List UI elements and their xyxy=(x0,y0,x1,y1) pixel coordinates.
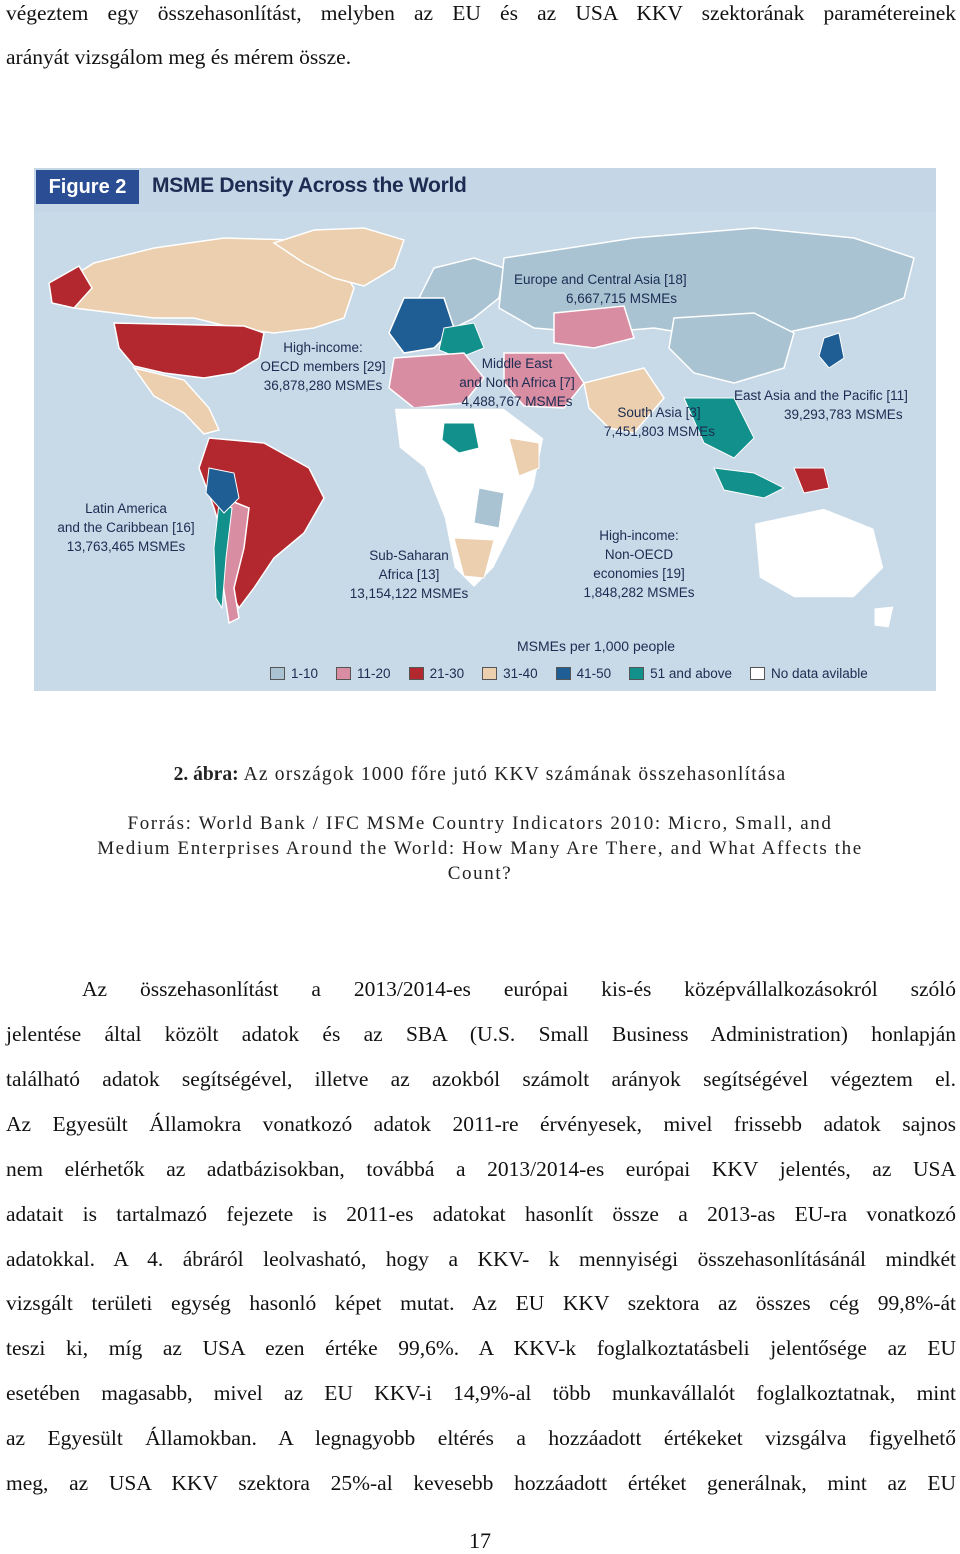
figure-caption xyxy=(0,764,960,786)
legend-item: 41-50 xyxy=(556,666,612,681)
body-line: adatait is tartalmazó fejezete is 2011-es adatokat hasonlít össze a 2013-as EU-ra vonatkozó xyxy=(6,1202,956,1226)
body-line: teszi ki, míg az USA ezen értéke 99,6%. A KKV-k foglalkoztatásbeli jelentősége az EU xyxy=(6,1336,956,1360)
legend-swatch xyxy=(336,667,351,680)
legend-title: MSMEs per 1,000 people xyxy=(517,638,675,654)
legend-swatch xyxy=(556,667,571,680)
source-line: Count? xyxy=(447,863,513,884)
body-line: jelentése által közölt adatok és az SBA (U.S. Small Business Administration) honlapján xyxy=(6,1022,956,1046)
caption-label: 2. ábra: xyxy=(173,764,239,785)
msme-density-map-figure xyxy=(34,168,936,691)
legend-item: 21-30 xyxy=(409,666,465,681)
body-line: adatokkal. A 4. ábráról leolvasható, hogy a KKV- k mennyiségi összehasonlításánál mindkét xyxy=(6,1247,956,1271)
caption-text: Az országok 1000 főre jutó KKV számának összehasonlítása xyxy=(238,764,787,785)
text-line: végeztem egy összehasonlítást, melyben az EU és az USA KKV szektorának paramétereinek xyxy=(6,1,956,25)
body-line: Az összehasonlítást a 2013/2014-es európai kis-és középvállalkozásokról szóló xyxy=(82,977,956,1001)
legend-swatch xyxy=(750,667,765,680)
legend-swatch xyxy=(270,667,285,680)
region-label-non-oecd: High-income: Non-OECD economies [19] 1,848,282 MSMEs xyxy=(583,528,695,600)
body-line: esetében magasabb, mivel az EU KKV-i 14,9%-al több munkavállalót foglalkoztatnak, mint xyxy=(6,1381,956,1405)
source-line: Forrás: World Bank / IFC MSMe Country Indicators 2010: Micro, Small, and xyxy=(127,813,833,834)
legend-item: 11-20 xyxy=(336,666,391,681)
figure-title: MSME Density Across the World xyxy=(152,174,467,197)
body-line: az Egyesült Államokban. A legnagyobb eltérés a hozzáadott értékeket vizsgálva figyelhető xyxy=(6,1426,956,1450)
body-line: meg, az USA KKV szektora 25%-al kevesebb hozzáadott értéket generálnak, mint az EU xyxy=(6,1471,956,1495)
body-line: található adatok segítségével, illetve az azokból számolt arányok segítségével végeztem el. xyxy=(6,1067,956,1091)
page-number: 17 xyxy=(469,1528,491,1553)
legend-swatch xyxy=(482,667,497,680)
text-line: arányát vizsgálom meg és mérem össze. xyxy=(6,45,352,69)
legend-item: 31-40 xyxy=(482,666,538,681)
legend xyxy=(270,664,886,682)
body-line: vizsgált területi egység hasonló képet mutat. Az EU KKV szektora az összes cég 99,8%-át xyxy=(6,1291,956,1315)
region-label-south-asia: South Asia [3] 7,451,803 MSMEs xyxy=(604,405,716,439)
legend-item: No data avilable xyxy=(750,666,868,681)
body-line: nem elérhetők az adatbázisokban, továbbá a 2013/2014-es európai KKV jelentés, az USA xyxy=(6,1157,956,1181)
region-label-europe-central-asia: Europe and Central Asia [18] 6,667,715 MSMEs xyxy=(514,272,687,306)
source-line: Medium Enterprises Around the World: How Many Are There, and What Affects the xyxy=(97,838,863,859)
body-line: Az Egyesült Államokra vonatkozó adatok 2011-re érvényesek, mivel frissebb adatok sajnos xyxy=(6,1112,956,1136)
legend-swatch xyxy=(409,667,424,680)
legend-item: 51 and above xyxy=(629,666,732,681)
region-label-oecd: High-income: OECD members [29] 36,878,280 MSMEs xyxy=(260,340,386,393)
region-label-mena: Middle East and North Africa [7] 4,488,767 MSMEs xyxy=(459,356,575,409)
region-label-sub-saharan-africa: Sub-Saharan Africa [13] 13,154,122 MSMEs xyxy=(349,548,469,601)
region-label-latin-america: Latin America and the Caribbean [16] 13,763,465 MSMEs xyxy=(57,501,195,554)
legend-item: 1-10 xyxy=(270,666,318,681)
figure-tag: Figure 2 xyxy=(36,170,139,204)
legend-swatch xyxy=(629,667,644,680)
world-map xyxy=(34,168,936,691)
region-label-east-asia-pacific: East Asia and the Pacific [11] 39,293,783 MSMEs xyxy=(734,388,908,422)
